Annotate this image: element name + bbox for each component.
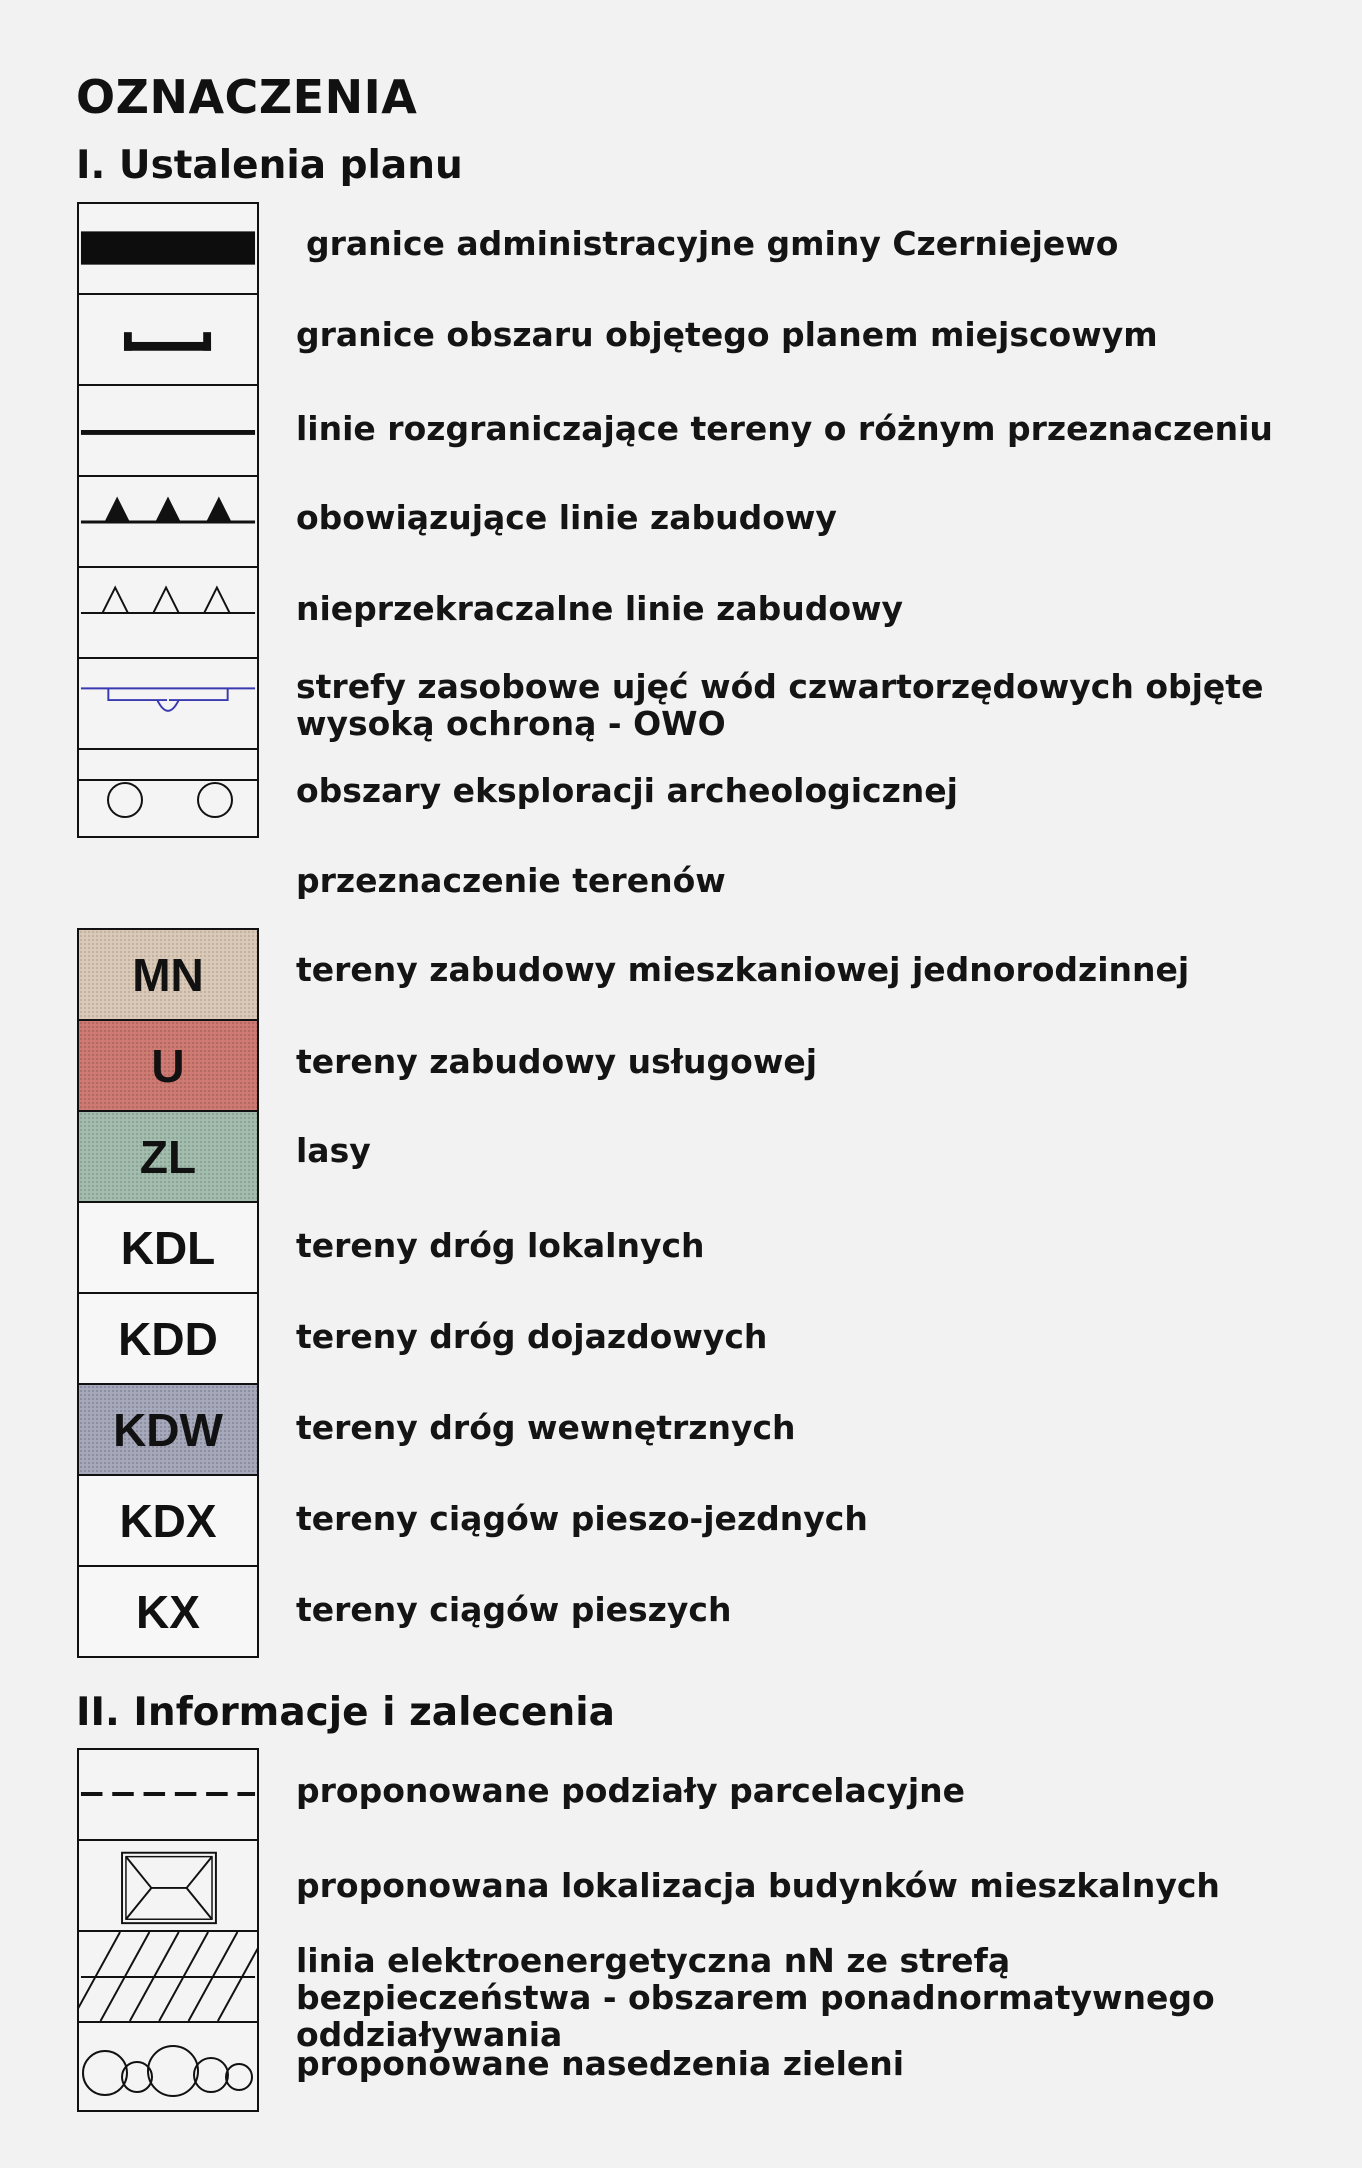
- zone-code-kdd: KDD: [79, 1294, 257, 1385]
- building-envelope-icon: [79, 1841, 257, 1932]
- zone-code-kx: KX: [79, 1567, 257, 1656]
- info-label: proponowane nasedzenia zieleni: [296, 2044, 905, 2083]
- blue-bracket-line-icon: [79, 659, 257, 750]
- dashed-line-icon: [79, 1750, 257, 1841]
- thick-black-band-icon: [79, 204, 257, 295]
- zone-label: tereny dróg dojazdowych: [296, 1317, 768, 1356]
- legend-label: strefy zasobowe ujęć wód czwartorzędowych objęte wysoką ochroną - OWO: [296, 667, 1264, 743]
- legend-label: obowiązujące linie zabudowy: [296, 498, 837, 537]
- zone-code-kdl: KDL: [79, 1203, 257, 1294]
- zone-label: tereny ciągów pieszo-jezdnych: [296, 1499, 868, 1538]
- line-symbols-column: [77, 202, 259, 838]
- zone-label: tereny dróg wewnętrznych: [296, 1408, 796, 1447]
- zone-code-kdx: KDX: [79, 1476, 257, 1567]
- legend-label: granice administracyjne gminy Czerniejewo: [306, 224, 1119, 263]
- zone-code-u: U: [79, 1021, 257, 1112]
- page-title: OZNACZENIA: [76, 70, 418, 124]
- section-1-title: I. Ustalenia planu: [76, 143, 463, 188]
- info-label: proponowana lokalizacja budynków mieszkalnych: [296, 1866, 1220, 1905]
- zone-label: tereny ciągów pieszych: [296, 1590, 732, 1629]
- zone-code-zl: ZL: [79, 1112, 257, 1203]
- outline-triangles-icon: [79, 568, 257, 659]
- zone-code-kdw: KDW: [79, 1385, 257, 1476]
- info-label: linia elektroenergetyczna nN ze strefą bezpieczeństwa - obszarem ponadnormatywnego oddziaływania: [296, 1941, 1215, 2054]
- zone-code-mn: MN: [79, 930, 257, 1021]
- zone-label: lasy: [296, 1131, 371, 1170]
- zones-heading: przeznaczenie terenów: [296, 861, 726, 900]
- hatched-area-icon: [79, 1932, 257, 2023]
- info-label: proponowane podziały parcelacyjne: [296, 1771, 966, 1810]
- solid-line-icon: [79, 386, 257, 477]
- zone-label: tereny zabudowy usługowej: [296, 1042, 818, 1081]
- legend-label: granice obszaru objętego planem miejscowym: [296, 315, 1158, 354]
- zone-codes-column: [77, 928, 259, 1658]
- circles-line-icon: [79, 750, 257, 836]
- zone-label: tereny dróg lokalnych: [296, 1226, 705, 1265]
- bracket-line-icon: [79, 295, 257, 386]
- legend-label: nieprzekraczalne linie zabudowy: [296, 589, 904, 628]
- info-symbols-column: [77, 1748, 259, 2112]
- filled-triangles-icon: [79, 477, 257, 568]
- tree-circles-icon: [79, 2023, 257, 2110]
- legend-label: linie rozgraniczające tereny o różnym przeznaczeniu: [296, 409, 1273, 448]
- zone-label: tereny zabudowy mieszkaniowej jednorodzinnej: [296, 950, 1190, 989]
- legend-label: obszary eksploracji archeologicznej: [296, 771, 958, 810]
- section-2-title: II. Informacje i zalecenia: [76, 1690, 615, 1735]
